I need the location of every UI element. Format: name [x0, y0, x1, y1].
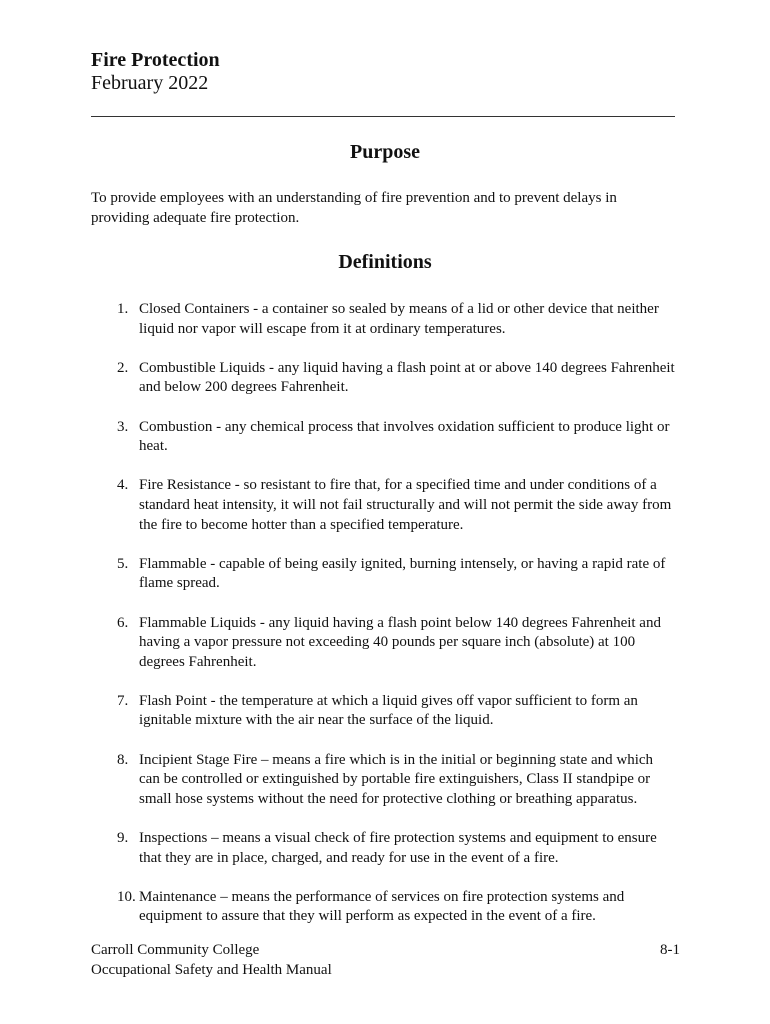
definition-item [117, 888, 739, 927]
definition-number: 7. [117, 692, 129, 709]
definition-text: Flammable - capable of being easily ignited, burning intensely, or having a rapid rate of flame spread. [139, 555, 666, 592]
purpose-heading: Purpose [350, 141, 420, 163]
definition-item [117, 751, 739, 810]
definition-text: Combustion - any chemical process that involves oxidation sufficient to produce light or heat. [139, 418, 670, 455]
definition-text: Combustible Liquids - any liquid having a flash point at or above 140 degrees Fahrenheit and below 200 degrees Fahrenheit. [139, 359, 675, 396]
definitions-list [117, 300, 739, 947]
definition-number: 5. [117, 555, 129, 572]
definition-text: Flash Point - the temperature at which a liquid gives off vapor sufficient to form an ignitable mixture with the air near the surface of the liquid. [139, 692, 638, 729]
definition-item [117, 476, 739, 535]
definition-number: 10. [117, 888, 136, 905]
footer-manual-title: Occupational Safety and Health Manual [91, 961, 332, 978]
definition-text: Fire Resistance - so resistant to fire that, for a specified time and under conditions of a standard heat intensity, it will not fail structurally and will not permit the side away from the fire to become hotter than a specified temperature. [139, 477, 672, 533]
document-title: Fire Protection [91, 49, 220, 71]
definition-item [117, 359, 739, 398]
page-number: 8-1 [660, 942, 680, 958]
definition-item [117, 829, 739, 868]
definition-text: Closed Containers - a container so sealed by means of a lid or other device that neither liquid nor vapor will escape from it at ordinary temperatures. [139, 301, 659, 337]
definition-item [117, 555, 739, 594]
definition-item [117, 418, 739, 457]
definition-number: 9. [117, 830, 129, 847]
purpose-text: To provide employees with an understanding of fire prevention and to prevent delays in providing adequate fire protection. [91, 190, 617, 226]
definition-item [117, 300, 739, 339]
definition-text: Maintenance – means the performance of services on fire protection systems and equipment to assure that they will perform as expected in the event of a fire. [139, 888, 625, 925]
document-date: February 2022 [91, 72, 209, 94]
definition-text: Incipient Stage Fire – means a fire which is in the initial or beginning state and which can be controlled or extinguished by portable fire extinguishers, Class II standpipe or small hose systems without the need for protective clothing or breathing apparatus. [139, 751, 654, 807]
header-divider [91, 116, 675, 117]
definition-number: 4. [117, 477, 129, 494]
definition-number: 3. [117, 418, 129, 435]
definition-number: 8. [117, 751, 129, 768]
definition-number: 2. [117, 359, 129, 376]
definition-item [117, 692, 739, 731]
definition-item [117, 614, 739, 673]
definition-number: 6. [117, 614, 129, 631]
definition-text: Inspections – means a visual check of fire protection systems and equipment to ensure that they are in place, charged, and ready for use in the event of a fire. [139, 830, 657, 866]
footer-institution: Carroll Community College [91, 942, 260, 958]
definitions-heading: Definitions [338, 251, 432, 273]
definition-text: Flammable Liquids - any liquid having a flash point below 140 degrees Fahrenheit and having a vapor pressure not exceeding 40 pounds per square inch (absolute) at 100 degrees Fahrenheit. [139, 614, 661, 670]
definition-number: 1. [117, 301, 129, 317]
